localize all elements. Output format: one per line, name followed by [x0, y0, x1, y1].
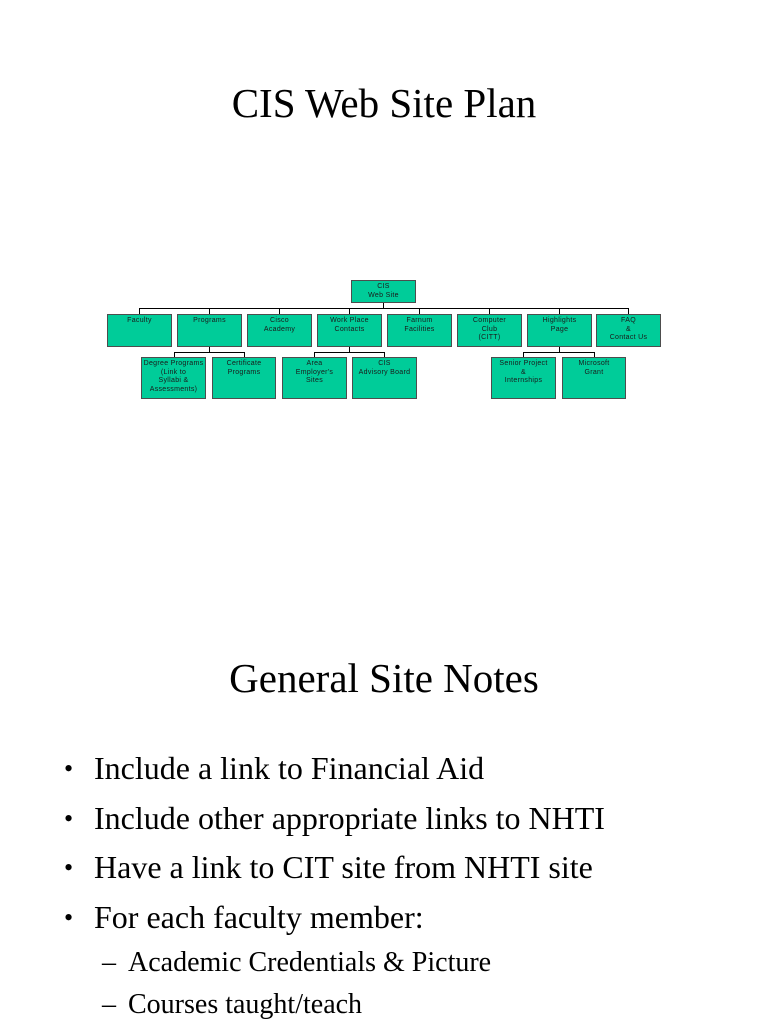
connector-programs-bar	[174, 352, 244, 353]
sub-bullet-text: Academic Credentials & Picture	[128, 947, 492, 978]
node-cis-web-site: CIS Web Site	[351, 280, 416, 303]
node-area-employers: Area Employer's Sites	[282, 357, 347, 399]
list-item	[0, 794, 768, 844]
sub-bullet-text: Courses taught/teach	[128, 989, 363, 1020]
list-item	[0, 893, 768, 943]
node-cis-advisory-board: CIS Advisory Board	[352, 357, 417, 399]
node-faculty: Faculty	[107, 314, 172, 347]
connector-level1-bar	[139, 308, 629, 309]
node-faq-contact: FAQ & Contact Us	[596, 314, 661, 347]
sub-bullet-dash: –	[102, 989, 116, 1020]
site-plan-org-chart	[0, 0, 768, 420]
node-work-place-contacts: Work Place Contacts	[317, 314, 382, 347]
bullet-text: Include a link to Financial Aid	[94, 750, 485, 786]
node-computer-club: Computer Club (CITT)	[457, 314, 522, 347]
list-item	[0, 744, 768, 794]
sub-bullet-dash: –	[102, 947, 116, 978]
node-cisco-academy: Cisco Academy	[247, 314, 312, 347]
slide-title-site-plan: CIS Web Site Plan	[231, 80, 537, 126]
node-certificate-programs: Certificate Programs	[212, 357, 276, 399]
sub-list-item	[0, 984, 768, 1026]
node-farnum-facilities: Farnum Facilities	[387, 314, 452, 347]
connector-workplace-bar	[314, 352, 384, 353]
bullet-dot: •	[64, 902, 74, 932]
bullet-text: Have a link to CIT site from NHTI site	[94, 849, 593, 885]
bullet-dot: •	[64, 803, 74, 833]
notes-list	[0, 744, 768, 1026]
list-item	[0, 843, 768, 893]
bullet-text: Include other appropriate links to NHTI	[94, 799, 605, 836]
slide-title-general-notes: General Site Notes	[229, 655, 539, 701]
bullet-text: For each faculty member:	[94, 898, 424, 935]
node-programs: Programs	[177, 314, 242, 347]
connector-highlights-bar	[523, 352, 594, 353]
bullet-dot: •	[64, 853, 74, 882]
sub-list-item	[0, 942, 768, 984]
bullet-dot: •	[64, 754, 74, 783]
node-highlights-page: Highlights Page	[527, 314, 592, 347]
node-degree-programs: Degree Programs (Link to Syllabi & Assessments)	[141, 357, 206, 399]
node-senior-project: Senior Project & Internships	[491, 357, 556, 399]
node-microsoft-grant: Microsoft Grant	[562, 357, 626, 399]
